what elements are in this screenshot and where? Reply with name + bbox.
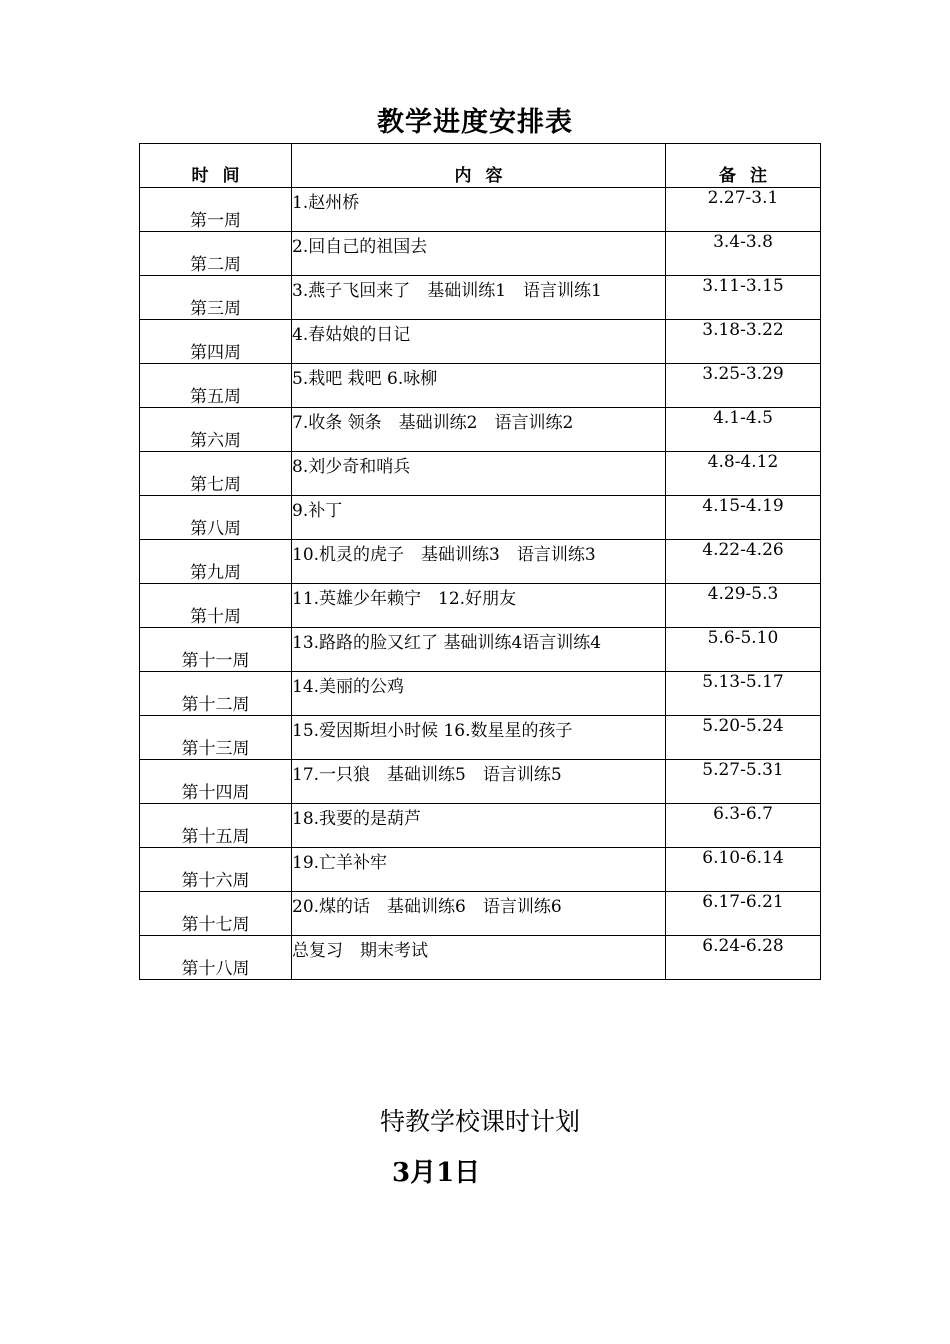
content-cell: 18.我要的是葫芦 [292, 804, 666, 848]
header-time: 时间 [140, 144, 292, 188]
note-cell: 6.3-6.7 [666, 804, 821, 848]
content-cell: 4.春姑娘的日记 [292, 320, 666, 364]
week-cell: 第七周 [140, 452, 292, 496]
week-cell: 第八周 [140, 496, 292, 540]
table-row [140, 892, 821, 936]
content-cell: 14.美丽的公鸡 [292, 672, 666, 716]
note-cell: 5.6-5.10 [666, 628, 821, 672]
table-row [140, 804, 821, 848]
table-row [140, 672, 821, 716]
table-header-row [140, 144, 821, 188]
table-row [140, 188, 821, 232]
week-cell: 第二周 [140, 232, 292, 276]
table-row [140, 232, 821, 276]
note-cell: 2.27-3.1 [666, 188, 821, 232]
table-row [140, 452, 821, 496]
note-cell: 5.13-5.17 [666, 672, 821, 716]
note-cell: 3.25-3.29 [666, 364, 821, 408]
table-row [140, 276, 821, 320]
table-row [140, 408, 821, 452]
week-cell: 第三周 [140, 276, 292, 320]
content-cell: 总复习 期末考试 [292, 936, 666, 980]
content-cell: 7.收条 领条 基础训练2 语言训练2 [292, 408, 666, 452]
note-cell: 4.29-5.3 [666, 584, 821, 628]
table-row [140, 540, 821, 584]
plan-date: 3月1日 [392, 1158, 481, 1188]
content-cell: 15.爱因斯坦小时候 16.数星星的孩子 [292, 716, 666, 760]
note-cell: 4.22-4.26 [666, 540, 821, 584]
content-cell: 2.回自己的祖国去 [292, 232, 666, 276]
content-cell: 20.煤的话 基础训练6 语言训练6 [292, 892, 666, 936]
content-cell: 8.刘少奇和哨兵 [292, 452, 666, 496]
table-row [140, 364, 821, 408]
table-row [140, 320, 821, 364]
week-cell: 第十三周 [140, 716, 292, 760]
content-cell: 3.燕子飞回来了 基础训练1 语言训练1 [292, 276, 666, 320]
table-row [140, 848, 821, 892]
table-row [140, 496, 821, 540]
note-cell: 3.4-3.8 [666, 232, 821, 276]
week-cell: 第九周 [140, 540, 292, 584]
week-cell: 第十周 [140, 584, 292, 628]
content-cell: 1.赵州桥 [292, 188, 666, 232]
table-row [140, 628, 821, 672]
table-row [140, 936, 821, 980]
week-cell: 第十二周 [140, 672, 292, 716]
note-cell: 3.11-3.15 [666, 276, 821, 320]
schedule-table [139, 143, 821, 980]
content-cell: 9.补丁 [292, 496, 666, 540]
content-cell: 5.栽吧 栽吧 6.咏柳 [292, 364, 666, 408]
note-cell: 3.18-3.22 [666, 320, 821, 364]
content-cell: 17.一只狼 基础训练5 语言训练5 [292, 760, 666, 804]
note-cell: 6.10-6.14 [666, 848, 821, 892]
note-cell: 5.20-5.24 [666, 716, 821, 760]
content-cell: 11.英雄少年赖宁 12.好朋友 [292, 584, 666, 628]
note-cell: 4.8-4.12 [666, 452, 821, 496]
note-cell: 4.1-4.5 [666, 408, 821, 452]
week-cell: 第十六周 [140, 848, 292, 892]
note-cell: 6.17-6.21 [666, 892, 821, 936]
week-cell: 第六周 [140, 408, 292, 452]
table-row [140, 716, 821, 760]
content-cell: 13.路路的脸又红了 基础训练4语言训练4 [292, 628, 666, 672]
week-cell: 第十八周 [140, 936, 292, 980]
note-cell: 5.27-5.31 [666, 760, 821, 804]
header-content: 内容 [292, 144, 666, 188]
note-cell: 6.24-6.28 [666, 936, 821, 980]
note-cell: 4.15-4.19 [666, 496, 821, 540]
content-cell: 10.机灵的虎子 基础训练3 语言训练3 [292, 540, 666, 584]
header-note: 备注 [666, 144, 821, 188]
content-cell: 19.亡羊补牢 [292, 848, 666, 892]
week-cell: 第四周 [140, 320, 292, 364]
table-row [140, 584, 821, 628]
table-row [140, 760, 821, 804]
week-cell: 第十四周 [140, 760, 292, 804]
page-title: 教学进度安排表 [377, 107, 573, 138]
week-cell: 第十七周 [140, 892, 292, 936]
week-cell: 第一周 [140, 188, 292, 232]
schedule-body [140, 188, 821, 980]
week-cell: 第十五周 [140, 804, 292, 848]
week-cell: 第十一周 [140, 628, 292, 672]
plan-title: 特教学校课时计划 [379, 1107, 580, 1136]
week-cell: 第五周 [140, 364, 292, 408]
